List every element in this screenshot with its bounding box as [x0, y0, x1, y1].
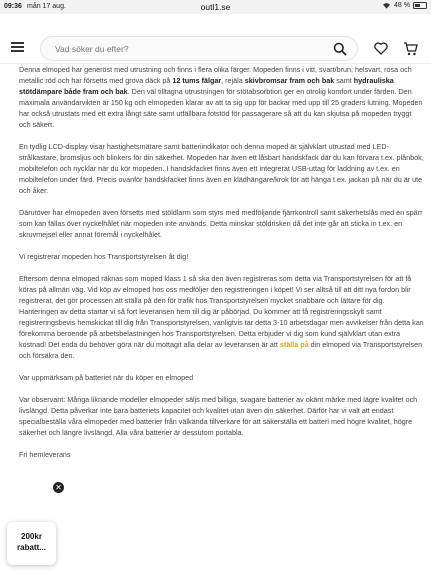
battery-icon [413, 2, 427, 9]
status-bar [0, 0, 431, 14]
accent-link[interactable]: ställa på [279, 340, 309, 349]
heading-delivery: Fri hemleverans [19, 450, 71, 459]
discount-popup[interactable] [7, 522, 56, 565]
battery-percent: 48 % [394, 2, 410, 9]
paragraph-registration: Eftersom denna elmoped räknas som moped klass 1 så ska den även registreras som detta via Transportstyrelsen för att få köras på allmän väg. Vid köp av elmoped hos oss medföljer den registreringen i köpet! Vi ser alltså till att ditt nya fordon blir registrerat, det gör processen att ställa på den för trafik hos Transportstyrelsen mycket snabbare och lättare för dig. Hanteringen av detta startar vi så fort leveransen hem till dig är påbörjad. Du kommer att få registreringsskylt samt registreringsbevis hemskickat till dig från Transportstyrelsen, vanligtvis tar detta 3-10 arbetsdagar men avvikelser från detta kan förekomma beroende på arbetsbelastningen hos Transportstyrelsen. Detta erbjuder vi dig som kund självklart utan extra kostnad! Det enda du behöver göra när du mottagit alla delar av leveransen är att ställa på din elmoped via Transportstyrelsen och försäkra den. [19, 274, 424, 360]
status-right [382, 2, 427, 9]
heading-battery: Var uppmärksam på batteriet när du köper en elmoped [19, 373, 194, 382]
site-header [0, 14, 431, 64]
promo-line1: 200kr [21, 532, 42, 541]
heading-registration: Vi registrerar mopeden hos Transportstyrelsen åt dig! [19, 252, 189, 261]
cart-icon[interactable] [403, 41, 418, 56]
paragraph-display: En tydlig LCD-display visar hastighetsmätare samt batteriindikator och denna moped är självklart utrustad med LED-strålkastare, bromsljus och blinkers för din säkerhet. Mopeden har även ett låsbart handskfack där du kan förvara t.ex. plånbok, mobiltelefon och nycklar när du kör mopeden. I handskfacket finns även ett integrerat USB-uttag för laddning av t.ex. en mobiltelefon under färd. Precis ovanför handskfacket finns även en klädhängare/krok för att hänga t.ex. jackan på när du är ute och åker. [19, 142, 424, 195]
status-time: 09:36 [4, 3, 22, 10]
paragraph-alarm: Därutöver har elmopeden även försetts med stöldlarm som styrs med medföljande fjärrkontroll samt säkerhetslås med en spärr som kan fällas över nyckelhålet när mopeden inte används. Detta minskar stöldrisken då det inte går att sticka in t.ex. en skruvmejsel eller annat föremål i nyckelhålet. [19, 208, 423, 239]
close-icon[interactable]: ✕ [53, 482, 64, 493]
url-bar[interactable]: outl1.se [200, 2, 231, 12]
paragraph-equipment: Denna elmoped har generöst med utrustning och finns i flera olika färger. Mopeden finns i vitt, svart/brun, helsvart, rosa och metallic röd och har försetts med grova däck på 12 tums fälgar, rejäla skivbromsar fram och bak samt hydrauliska stötdämpare både fram och bak. Den väl tilltagna utrustningen för stötabsorbtion ger en otrolig komfort under färden. Den maximala användarvikten är 150 kg och elmopeden klarar av att ta sig upp för backar med upp till 25 graders lutning. Mopeden har också utrustats med ett extra långt säte samt utfällbara fotstöd för passagerare så att du kan skjutsa på mopeden tryggt och säkert. [19, 65, 423, 129]
status-date: mån 17 aug. [27, 3, 66, 10]
paragraph-battery: Var observant: Många liknande modeller elmopeder säljs med billiga, svagare batterier av okänt märke med lägre kvalitet och livslängd. Detta påverkar inte bara batteriets kapacitet och kvalitet utan även din säkerhet. Därför har vi valt att endast specialbeställa våra elmopeder med batterier från välkända tillverkare för att säkerställa ett batteri med högre kvalitet, högre säkerhet och längre livslängd. Alla våra batterier är dessutom portabla. [19, 395, 418, 437]
heart-icon[interactable] [374, 42, 388, 55]
product-description [19, 64, 424, 471]
menu-icon[interactable] [11, 42, 24, 52]
search-placeholder: Vad söker du efter? [55, 44, 129, 54]
search-icon[interactable] [333, 42, 347, 56]
wifi-icon [382, 2, 391, 9]
promo-line2: rabatt... [17, 543, 46, 552]
search-input[interactable] [40, 36, 358, 61]
